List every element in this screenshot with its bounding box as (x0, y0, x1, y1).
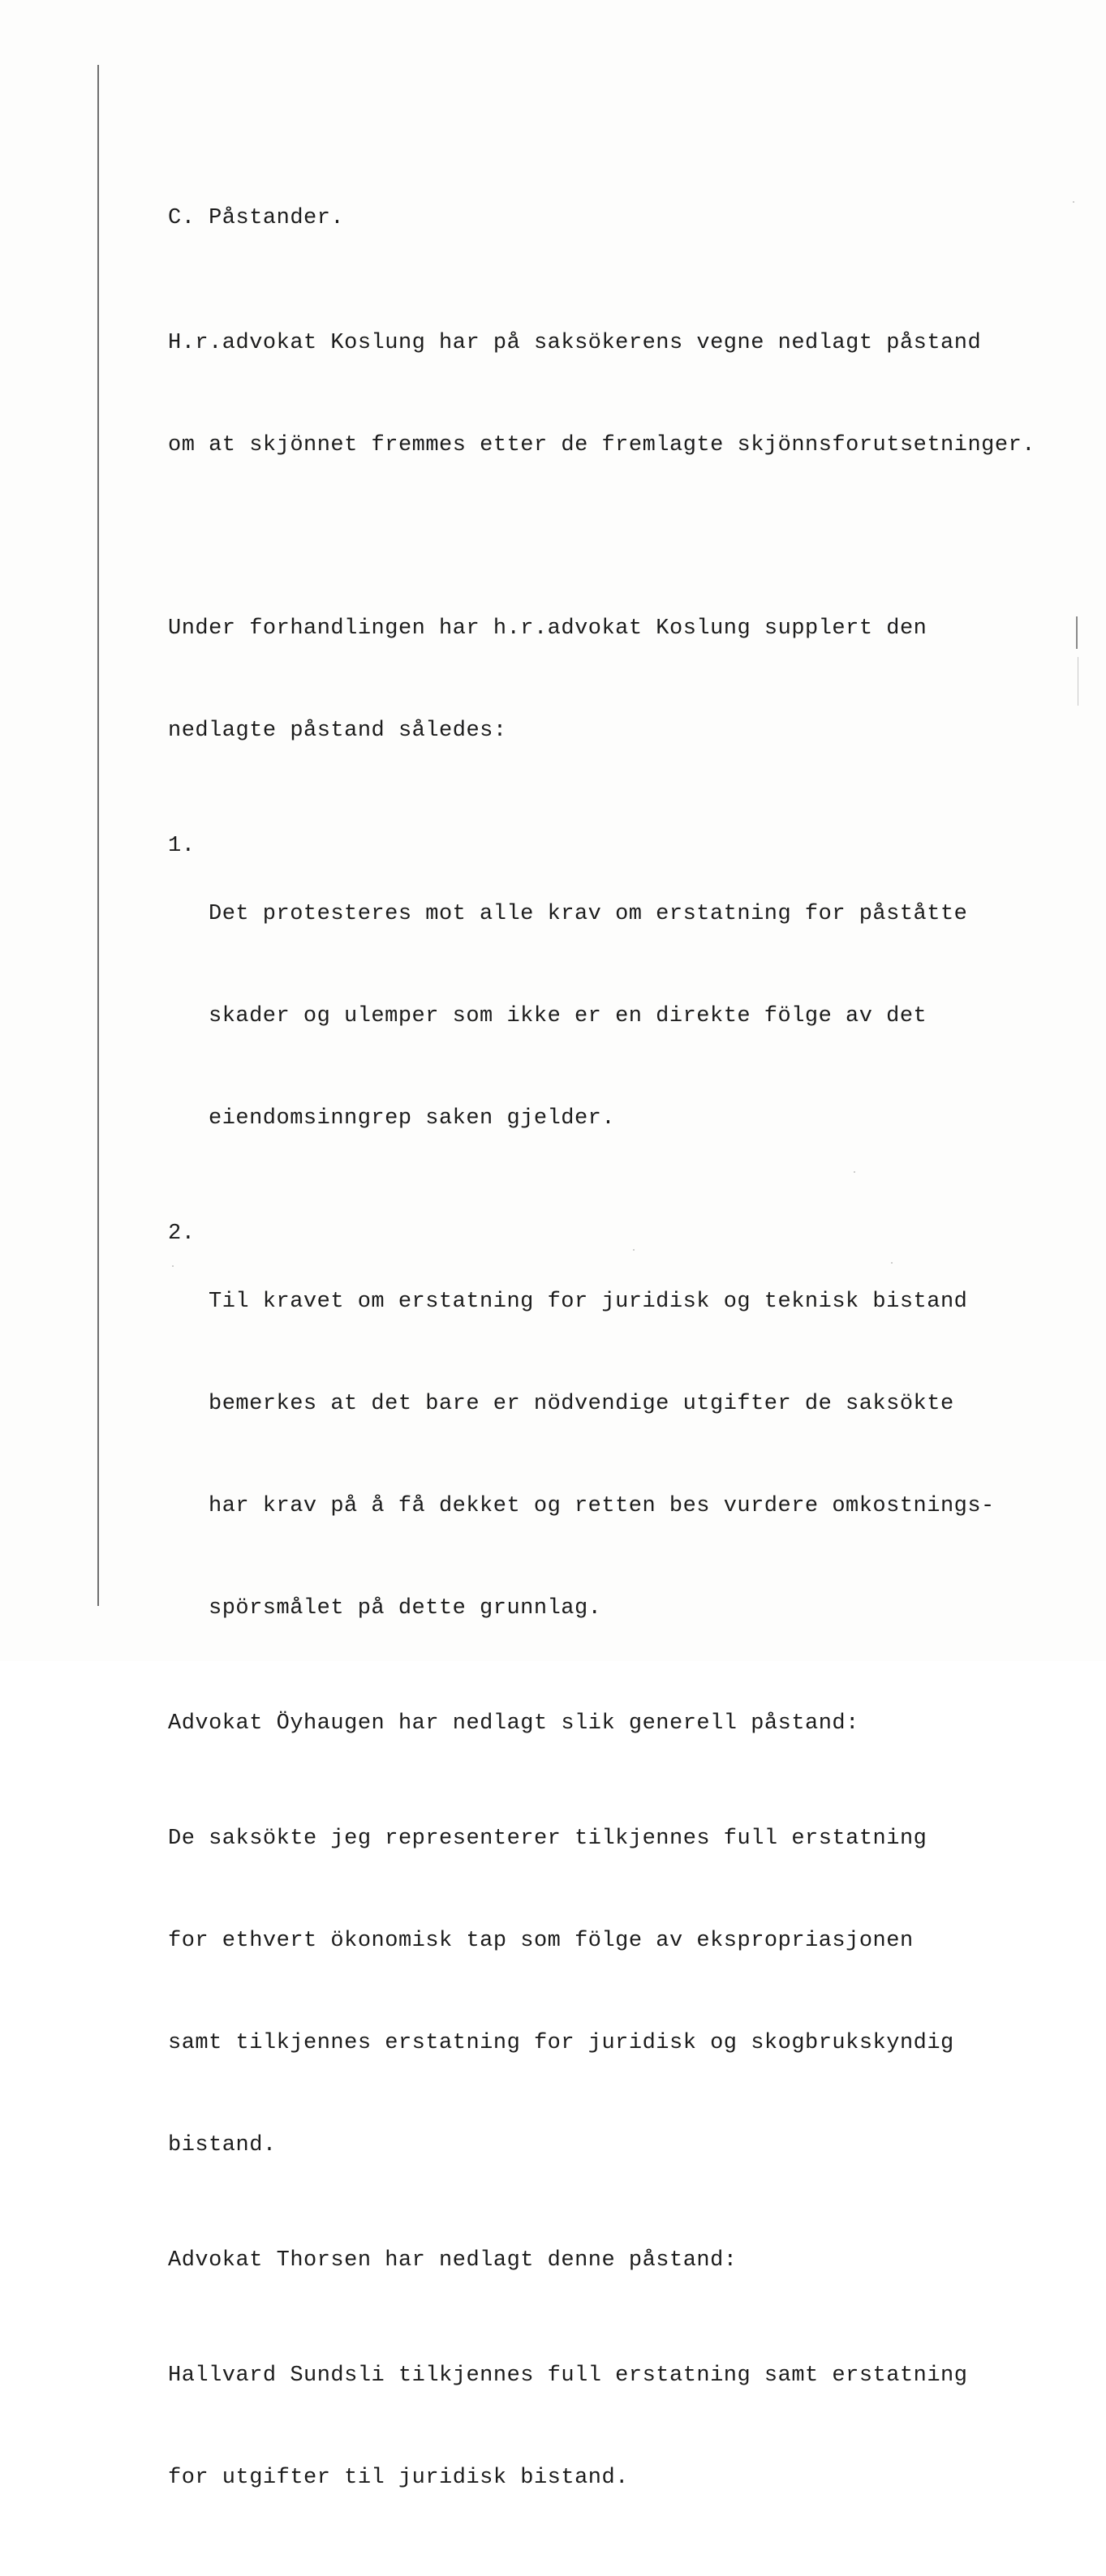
text-line: Til kravet om erstatning for juridisk og teknisk bistand (209, 1290, 968, 1314)
text-line: bemerkes at det bare er nödvendige utgifter de saksökte (209, 1392, 954, 1416)
paragraph-thorsen-claim (168, 2290, 1077, 2563)
text-line: Under forhandlingen har h.r.advokat Koslung supplert den (168, 616, 927, 641)
list-item-2 (168, 1217, 1077, 1694)
text-line: bistand. (168, 2133, 277, 2157)
text-line: skader og ulemper som ikke er en direkte fölge av det (209, 1004, 927, 1028)
document-body (168, 201, 1077, 2576)
paragraph-supplement (168, 543, 1077, 816)
text-line: har krav på å få dekket og retten bes vurdere omkostnings- (209, 1494, 995, 1518)
text-line: nedlagte påstand således: (168, 719, 507, 743)
paragraph-oyhaugen-intro: Advokat Öyhaugen har nedlagt slik generell påstand: (168, 1711, 859, 1736)
paragraph-thorsen-intro: Advokat Thorsen har nedlagt denne påstand: (168, 2248, 738, 2273)
text-line: for utgifter til juridisk bistand. (168, 2466, 629, 2490)
text-line: samt tilkjennes erstatning for juridisk og skogbrukskyndig (168, 2031, 954, 2055)
list-item-number: 2. (168, 1221, 196, 1246)
left-margin-line (97, 65, 99, 1606)
list-item-number: 1. (168, 834, 196, 858)
text-line: om at skjönnet fremmes etter de fremlagte skjönnsforutsetninger. (168, 433, 1035, 457)
list-item-1 (168, 829, 1077, 1204)
text-line: spörsmålet på dette grunnlag. (209, 1596, 602, 1621)
text-line: Det protesteres mot alle krav om erstatning for påståtte (209, 902, 968, 926)
paragraph-oyhaugen-claim (168, 1754, 1077, 2230)
text-line: H.r.advokat Koslung har på saksökerens vegne nedlagt påstand (168, 331, 982, 355)
text-line: Hallvard Sundsli tilkjennes full erstatning samt erstatning (168, 2363, 968, 2388)
text-line: De saksökte jeg representerer tilkjennes full erstatning (168, 1827, 927, 1851)
paragraph-koslung-claim (168, 258, 1077, 530)
text-line: for ethvert ökonomisk tap som fölge av ekspropriasjonen (168, 1929, 914, 1953)
section-heading: C. Påstander. (168, 206, 345, 230)
text-line: eiendomsinngrep saken gjelder. (209, 1106, 616, 1131)
list-item-body (209, 829, 967, 1204)
list-item-body (209, 1217, 995, 1694)
